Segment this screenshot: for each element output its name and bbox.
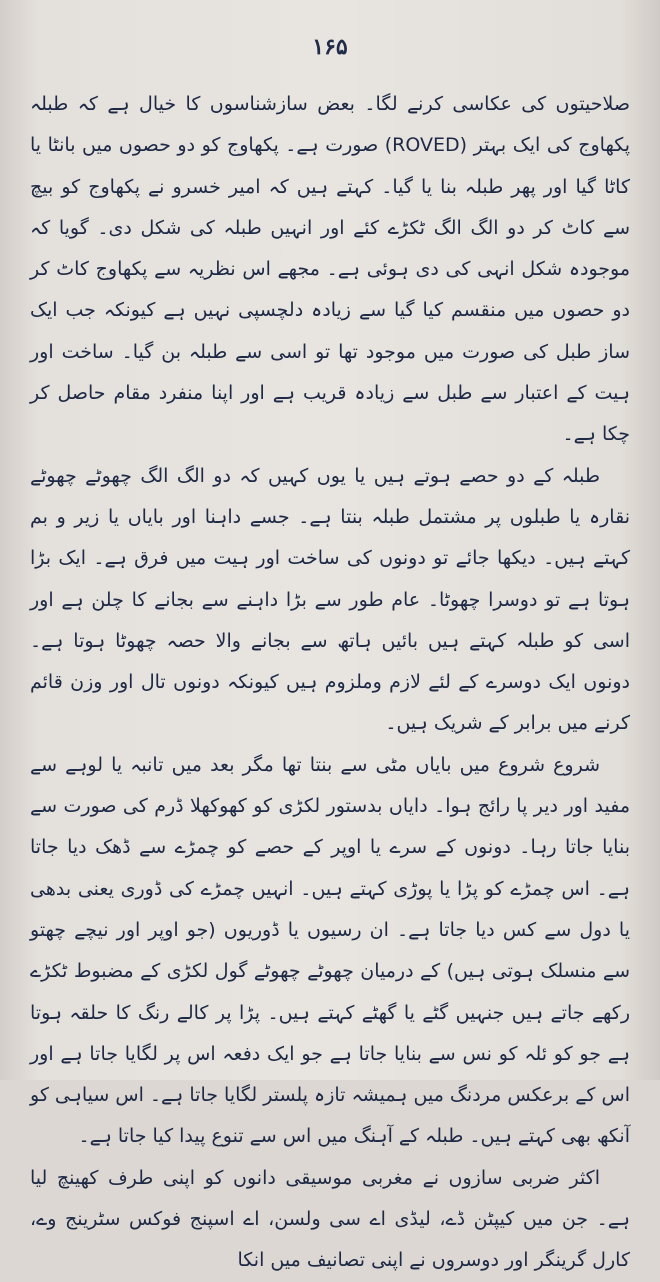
- paragraph: صلاحیتوں کی عکاسی کرنے لگا۔ بعض سازشناسوں کا خیال ہے کہ طبلہ پکھاوج کی ایک بہتر (ROVED) صورت ہے۔ پکھاوج کو دو حصوں میں بانٹا یا کاٹا گیا اور پھر طبلہ بنا یا گیا۔ کہتے ہیں کہ امیر خسرو نے پکھاوج کو بیچ سے کاٹ کر دو الگ الگ ٹکڑے کئے اور انہیں طبلہ کی شکل دی۔ گویا کہ موجودہ شکل انہی کی دی ہوئی ہے۔ مجھے اس نظریہ سے پکھاوج کاٹ کر دو حصوں میں منقسم کیا گیا سے زیادہ دلچسپی نہیں ہے کیونکہ جب ایک ساز طبل کی صورت میں موجود تھا تو اسی سے طبلہ بن گیا۔ ساخت اور ہیت کے اعتبار سے طبل سے زیادہ قریب ہے اور اپنا منفرد مقام حاصل کر چکا ہے۔: [30, 93, 630, 446]
- paragraph: طبلہ کے دو حصے ہوتے ہیں یا یوں کہیں کہ دو الگ الگ چھوٹے چھوٹے نقارہ یا طبلوں پر مشتمل طبلہ بنتا ہے۔ جسے داہنا اور بایاں یا زیر و بم کہتے ہیں۔ دیکھا جائے تو دونوں کی ساخت اور ہیت میں فرق ہے۔ ایک بڑا ہوتا ہے تو دوسرا چھوٹا۔ عام طور سے بڑا داہنے سے بجانے کا چلن ہے اور اسی کو طبلہ کہتے ہیں بائیں ہاتھ سے بجانے والا حصہ چھوٹا ہوتا ہے۔ دونوں ایک دوسرے کے لئے لازم وملزوم ہیں کیونکہ دونوں تال اور وزن قائم کرنے میں برابر کے شریک ہیں۔: [30, 464, 630, 735]
- page-body-text: [30, 84, 630, 1282]
- page-number: ۱۶۵: [312, 34, 348, 60]
- paragraph: شروع شروع میں بایاں مٹی سے بنتا تھا مگر بعد میں تانبہ یا لوہے سے مفید اور دیر پا رائج ہوا۔ دایاں بدستور لکڑی کو کھوکھلا ڈرم کی صورت سے بنایا جاتا رہا۔ دونوں کے سرے یا اوپر کے حصے کو چمڑے سے ڈھک دیا جاتا ہے۔ اس چمڑے کو پڑا یا پوڑی کہتے ہیں۔ انہیں چمڑے کی ڈوری یعنی بدھی یا دول سے کس دیا جاتا ہے۔ ان رسیوں یا ڈوریوں (جو اوپر اور نیچے چھتو سے منسلک ہوتی ہیں) کے درمیان چھوٹے چھوٹے گول لکڑی کے مضبوط ٹکڑے رکھے جاتے ہیں جنہیں گٹے یا گھٹے کہتے ہیں۔ پڑا پر کالے رنگ کا حلقہ ہوتا ہے جو کو ئلہ کو نس سے بنایا جاتا ہے جو ایک دفعہ اس پر لگایا جاتا ہے اور اس کے برعکس مردنگ میں ہمیشہ تازہ پلستر لگایا جاتا ہے۔ اس سیاہی کو آنکھ بھی کہتے ہیں۔ طبلہ کے آہنگ میں اس سے تنوع پیدا کیا جاتا ہے۔: [30, 753, 630, 1148]
- paragraph: اکثر ضربی سازوں نے مغربی موسیقی دانوں کو اپنی طرف کھینچ لیا ہے۔ جن میں کیپٹن ڈے، لیڈی اے سی ولسن، اے اسپنج فوکس سٹرینج وے، کارل گرینگر اور دوسروں نے اپنی تصانیف میں انکا: [30, 1166, 630, 1272]
